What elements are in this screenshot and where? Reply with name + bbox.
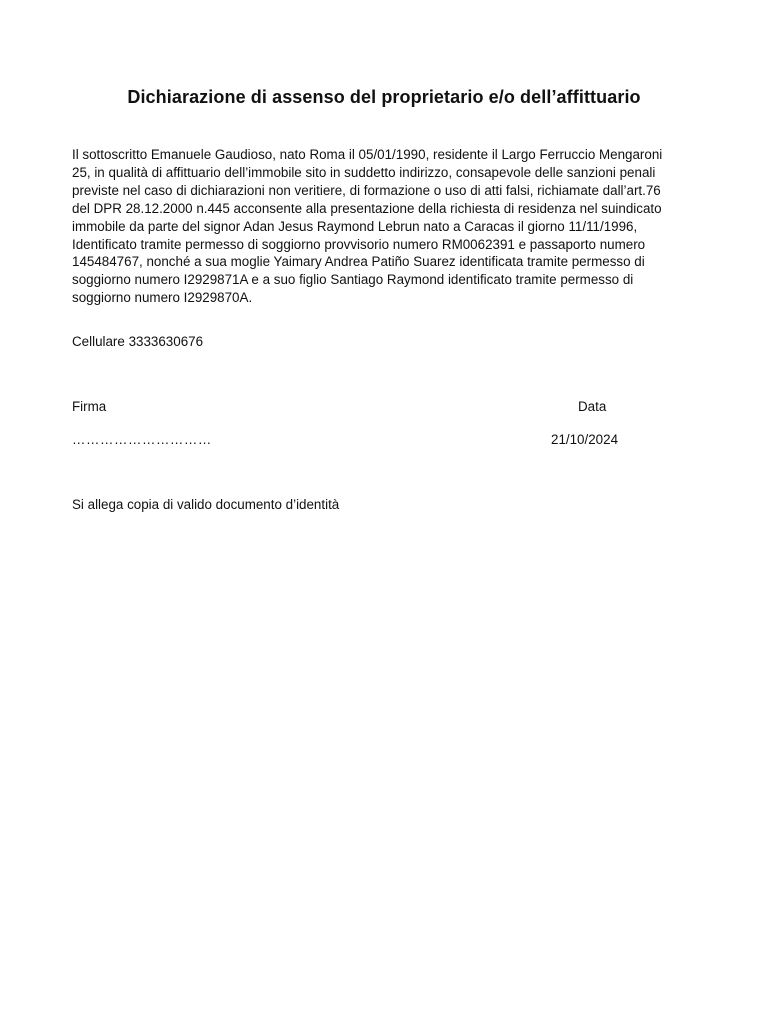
signature-line: ………………………… xyxy=(72,432,212,447)
body-line: 145484767, nonché a sua moglie Yaimary Andrea Patiño Suarez identificata tramite permesso di xyxy=(72,254,645,270)
body-line: Identificato tramite permesso di soggiorno provvisorio numero RM0062391 e passaporto numero xyxy=(72,236,646,252)
attachment-note: Si allega copia di valido documento d’identità xyxy=(72,497,340,512)
body-line: previste nel caso di dichiarazioni non veritiere, di formazione o uso di atti falsi, richiamate dall’art.76 xyxy=(72,182,661,198)
body-line: soggiorno numero I2929870A. xyxy=(72,290,253,306)
signature-label: Firma xyxy=(72,399,107,414)
phone-number: Cellulare 3333630676 xyxy=(72,334,204,349)
document-title: Dichiarazione di assenso del proprietario e/o dell’affittuario xyxy=(127,87,641,107)
date-value: 21/10/2024 xyxy=(551,432,619,447)
declaration-body xyxy=(72,146,702,307)
date-label: Data xyxy=(578,399,607,414)
body-line: immobile da parte del signor Adan Jesus Raymond Lebrun nato a Caracas il giorno 11/11/1996, xyxy=(72,218,638,234)
body-line: soggiorno numero I2929871A e a suo figlio Santiago Raymond identificato tramite permesso di xyxy=(72,272,634,288)
body-line: Il sottoscritto Emanuele Gaudioso, nato Roma il 05/01/1990, residente il Largo Ferruccio Mengaroni xyxy=(72,147,663,162)
body-line: del DPR 28.12.2000 n.445 acconsente alla presentazione della richiesta di residenza nel suindicato xyxy=(72,200,662,216)
body-line: 25, in qualità di affittuario dell’immobile sito in suddetto indirizzo, consapevole delle sanzioni penali xyxy=(72,164,656,180)
